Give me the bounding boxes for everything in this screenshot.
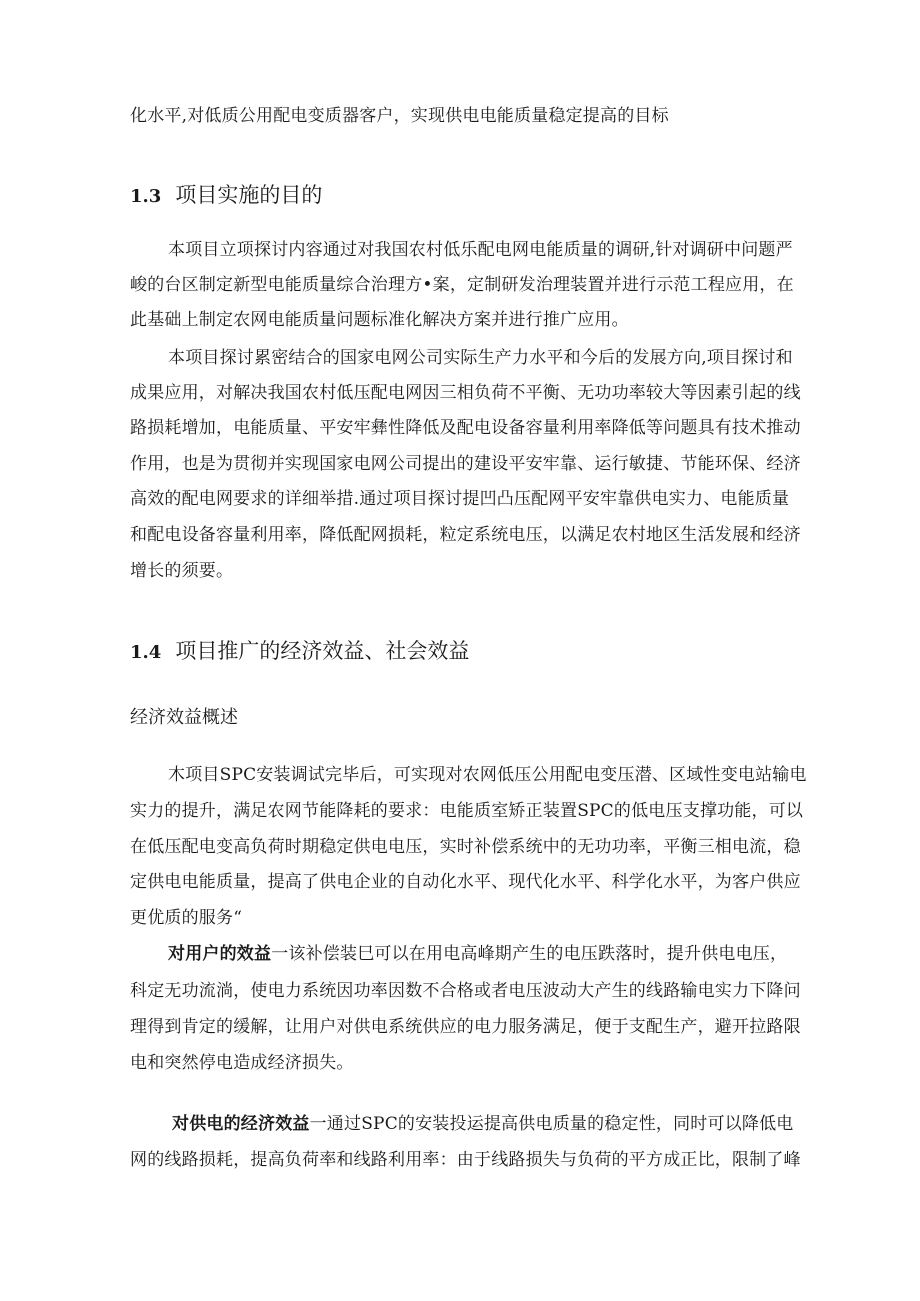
paragraph-line xyxy=(168,942,787,966)
paragraph-line: 作用，也是为贯彻并实现国家电网公司提出的建设平安牢靠、运行敏捷、节能环保、经济 xyxy=(130,454,801,474)
paragraph-text: 一通过SPC的安装投运提高供电质量的稳定性，同时可以降低电 xyxy=(309,1114,794,1134)
section-heading-1-4 xyxy=(130,637,469,667)
intro-line: 化水平,对低质公用配电变质器客户，实现供电电能质量稳定提高的目标 xyxy=(130,106,669,126)
paragraph-line: 在低压配电变高负荷时期稳定供电电压，实时补偿系统中的无功功率，平衡三相电流，稳 xyxy=(130,837,801,857)
paragraph-line: 成果应用，对解决我国农村低压配电网因三相负荷不平衡、无功功率较大等因素引起的线 xyxy=(130,383,801,403)
section-title: 项目推广的经济效益、社会效益 xyxy=(175,639,470,663)
paragraph-line: 电和突然停电造成经济损失。 xyxy=(130,1053,354,1073)
lead-term-user-benefit: 对用户的效益 xyxy=(168,944,272,964)
section-number: 1.4 xyxy=(130,642,162,663)
paragraph-line: 增长的须要。 xyxy=(130,561,234,581)
paragraph-line xyxy=(172,1112,794,1136)
lead-term-supply-benefit: 对供电的经济效益 xyxy=(172,1114,310,1134)
paragraph-line: 更优质的服务“ xyxy=(130,908,243,928)
section-title: 项目实施的目的 xyxy=(175,183,323,207)
section-heading-1-3 xyxy=(130,181,322,211)
section-number: 1.3 xyxy=(130,186,162,207)
paragraph-line: 和配电设备容量利用率，降低配网损耗，粒定系统电压，以满足农村地区生活发展和经济 xyxy=(130,525,801,545)
subheading-economic-overview: 经济效益概述 xyxy=(130,707,238,728)
paragraph-line: 科定无功流淌，使电力系统因功率因数不合格或者电压波动大产生的线路输电实力下降问 xyxy=(130,981,801,1001)
paragraph-line: 网的线路损耗，提高负荷率和线路利用率：由于线路损失与负荷的平方成正比，限制了峰 xyxy=(130,1150,801,1170)
paragraph-line: 峻的台区制定新型电能质量综合治理方•案，定制研发治理装置并进行示范工程应用，在 xyxy=(130,275,794,295)
paragraph-text: 一该补偿装巳可以在用电高峰期产生的电压跌落时，提升供电电压， xyxy=(271,944,788,964)
paragraph-line: 路损耗增加，电能质量、平安牢彝性降低及配电设备容量利用率降低等问题具有技术推动 xyxy=(130,418,801,438)
paragraph-line: 本项目探讨累密结合的国家电网公司实际生产力水平和今后的发展方向,项目探讨和 xyxy=(168,348,793,368)
paragraph-line: 定供电电能质量，提高了供电企业的自动化水平、现代化水平、科学化水平，为客户供应 xyxy=(130,872,801,892)
paragraph-line: 木项目SPC安装调试完毕后，可实现对农网低压公用配电变压潜、区域性变电站输电 xyxy=(168,765,807,785)
paragraph-line: 理得到肯定的缓解，让用户对供电系统供应的电力服务满足，便于支配生产，避开拉路限 xyxy=(130,1017,801,1037)
paragraph-line: 实力的提升，满足农网节能降耗的要求：电能质室矫正装置SPC的低电压支撑功能，可以 xyxy=(130,801,804,821)
paragraph-line: 本项目立项探讨内容通过对我国农村低乐配电网电能质量的调研,针对调研中问题严 xyxy=(168,240,793,260)
paragraph-line: 高效的配电网要求的详细举措.通过项目探讨提凹凸压配网平安牢靠供电实力、电能质量 xyxy=(130,489,790,509)
paragraph-line: 此基础上制定农网电能质量问题标准化解决方案并进行推广应用。 xyxy=(130,310,629,330)
